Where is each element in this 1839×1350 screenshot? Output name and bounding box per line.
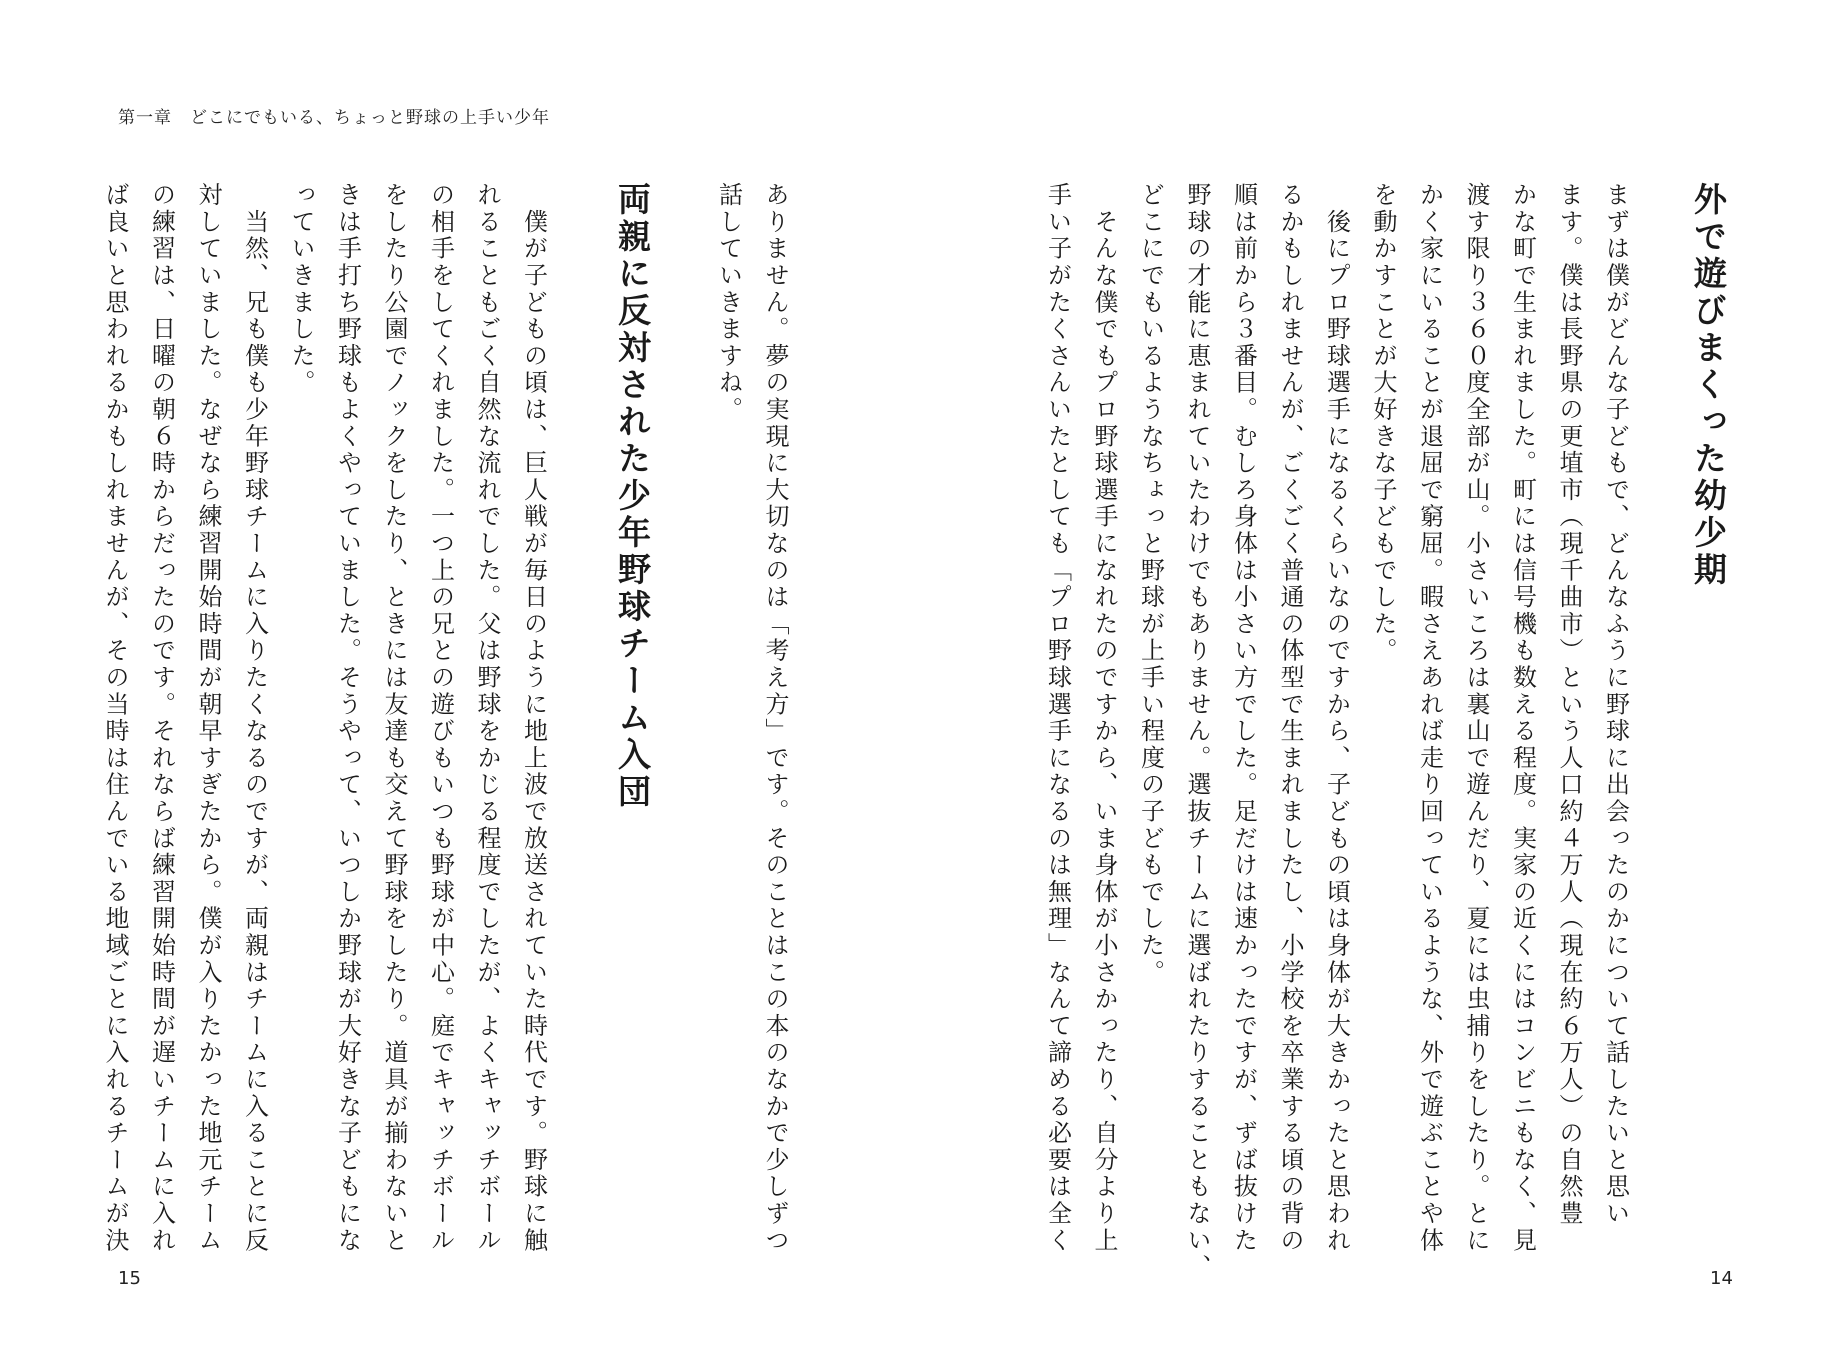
body-line: 対していました。なぜなら練習開始時間が朝早すぎたから。僕が入りたかった地元チーム [194, 182, 222, 1254]
body-line: 僕が子どもの頃は、巨人戦が毎日のように地上波で放送されていた時代です。野球に触 [519, 182, 548, 1254]
body-line: かく家にいることが退屈で窮屈。暇さえあれば走り回っているような、外で遊ぶことや体 [1415, 182, 1444, 1254]
body-line: かな町で生まれました。町には信号機も数える程度。実家の近くにはコンビニもなく、見 [1508, 182, 1537, 1254]
body-line: を動かすことが大好きな子どもでした。 [1369, 182, 1397, 665]
body-line: ば良いと思われるかもしれませんが、その当時は住んでいる地域ごとに入れるチームが決 [101, 182, 129, 1254]
body-line: 当然、兄も僕も少年野球チームに入りたくなるのですが、両親はチームに入ることに反 [240, 182, 269, 1254]
body-line: っていきました。 [287, 182, 315, 397]
page-number-right: 14 [1710, 1268, 1733, 1289]
body-line: 野球の才能に恵まれていたわけでもありません。選抜チームに選ばれたりすることもない、 [1183, 182, 1211, 1281]
body-line: ありません。夢の実現に大切なのは「考え方」です。そのことはこの本のなかで少しずつ [761, 182, 789, 1254]
body-line: 手い子がたくさんいたとしても「プロ野球選手になるのは無理」なんて諦める必要は全く [1043, 182, 1072, 1254]
body-line: 渡す限り３６０度全部が山。小さいころは裏山で遊んだり、夏には虫捕りをしたり。とに [1462, 182, 1490, 1254]
body-line: きは手打ち野球もよくやっていました。そうやって、いつしか野球が大好きな子どもにな [333, 182, 362, 1254]
running-header: 第一章 どこにでもいる、ちょっと野球の上手い少年 [118, 108, 550, 128]
body-line: 後にプロ野球選手になるくらいなのですから、子どもの頃は身体が大きかったと思われ [1322, 182, 1351, 1254]
section-heading-early-childhood: 外で遊びまくった幼少期 [1689, 182, 1728, 589]
body-line: そんな僕でもプロ野球選手になれたのですから、いま身体が小さかったり、自分より上 [1090, 182, 1118, 1254]
body-line: どこにでもいるようなちょっと野球が上手い程度の子どもでした。 [1136, 182, 1165, 986]
left-page-body [101, 182, 798, 1254]
section-heading-little-league: 両親に反対された少年野球チーム入団 [613, 182, 652, 811]
body-line: 順は前から３番目。むしろ身体は小さい方でした。足だけは速かったですが、ずば抜けた [1229, 182, 1258, 1254]
body-line: をしたり公園でノックをしたり、ときには友達も交えて野球をしたり。道具が揃わないと [380, 182, 408, 1254]
body-line: まずは僕がどんな子どもで、どんなふうに野球に出会ったのかについて話したいと思い [1601, 182, 1630, 1228]
body-line: るかもしれませんが、ごくごく普通の体型で生まれましたし、小学校を卒業する頃の背の [1276, 182, 1304, 1254]
body-line: の練習は、日曜の朝６時からだったのです。それならば練習開始時間が遅いチームに入れ [147, 182, 176, 1254]
body-line: の相手をしてくれました。一つ上の兄との遊びもいつも野球が中心。庭でキャッチボール [426, 182, 455, 1254]
page-number-left: 15 [118, 1268, 141, 1289]
body-line: ます。僕は長野県の更埴市（現千曲市）という人口約４万人（現在約６万人）の自然豊 [1555, 182, 1583, 1228]
body-line: 話していきますね。 [714, 182, 743, 424]
body-line: れることもごく自然な流れでした。父は野球をかじる程度でしたが、よくキャッチボール [473, 182, 501, 1254]
